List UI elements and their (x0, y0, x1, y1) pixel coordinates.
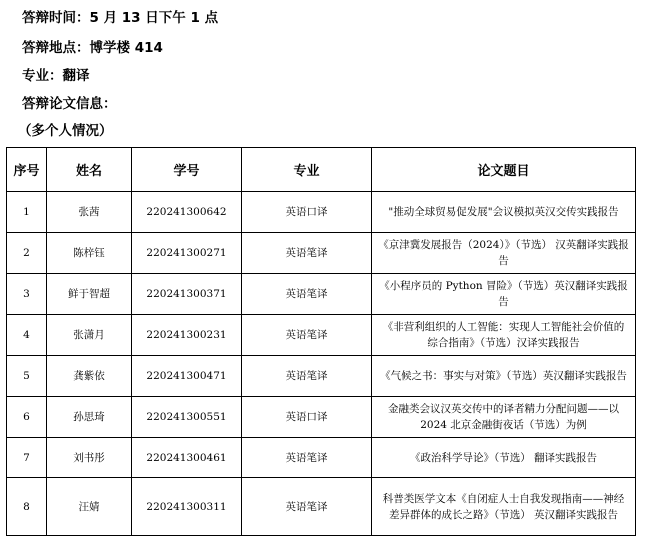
row-no: 8 (7, 478, 47, 536)
table-row (7, 274, 636, 315)
row-student-id: 220241300231 (132, 315, 242, 356)
major-line: 专业：翻译 (22, 68, 90, 84)
row-no: 4 (7, 315, 47, 356)
row-major: 英语口译 (242, 192, 372, 233)
header-no: 序号 (7, 148, 47, 192)
row-name: 陈梓钰 (47, 233, 132, 274)
row-major: 英语笔译 (242, 478, 372, 536)
row-name: 孙思琦 (47, 397, 132, 438)
header-student-id: 学号 (132, 148, 242, 192)
table-row (7, 356, 636, 397)
row-major: 英语笔译 (242, 356, 372, 397)
row-no: 3 (7, 274, 47, 315)
table-row (7, 192, 636, 233)
row-student-id: 220241300311 (132, 478, 242, 536)
header-name: 姓名 (47, 148, 132, 192)
row-no: 2 (7, 233, 47, 274)
table-row (7, 397, 636, 438)
row-student-id: 220241300371 (132, 274, 242, 315)
row-thesis-title: 《小程序员的 Python 冒险》（节选）英汉翻译实践报告 (372, 274, 636, 315)
thesis-info-heading: 答辩论文信息： (22, 96, 117, 112)
row-major: 英语口译 (242, 397, 372, 438)
row-no: 1 (7, 192, 47, 233)
row-thesis-title: 《政治科学导论》（节选） 翻译实践报告 (372, 438, 636, 478)
table-row (7, 438, 636, 478)
row-student-id: 220241300461 (132, 438, 242, 478)
row-no: 5 (7, 356, 47, 397)
row-student-id: 220241300271 (132, 233, 242, 274)
defense-time: 答辩时间：5 月 13 日下午 1 点 (22, 10, 219, 26)
row-major: 英语笔译 (242, 233, 372, 274)
row-name: 张潇月 (47, 315, 132, 356)
row-student-id: 220241300551 (132, 397, 242, 438)
thesis-table (6, 147, 636, 536)
row-thesis-title: 《京津冀发展报告（2024）》（节选） 汉英翻译实践报告 (372, 233, 636, 274)
row-name: 龚紫依 (47, 356, 132, 397)
row-thesis-title: 《非营利组织的人工智能：实现人工智能社会价值的综合指南》（节选）汉译实践报告 (372, 315, 636, 356)
header-major: 专业 (242, 148, 372, 192)
row-name: 鲜于智超 (47, 274, 132, 315)
table-row (7, 233, 636, 274)
row-major: 英语笔译 (242, 438, 372, 478)
row-thesis-title: "推动全球贸易促发展"会议模拟英汉交传实践报告 (372, 192, 636, 233)
row-thesis-title: 金融类会议汉英交传中的译者精力分配问题——以 2024 北京金融街夜话（节选）为例 (372, 397, 636, 438)
row-name: 刘书彤 (47, 438, 132, 478)
defense-place: 答辩地点：博学楼 414 (22, 40, 163, 56)
table-header-row (7, 148, 636, 192)
row-thesis-title: 《气候之书：事实与对策》（节选）英汉翻译实践报告 (372, 356, 636, 397)
row-thesis-title: 科普类医学文本《自闭症人士自我发现指南——神经差异群体的成长之路》（节选） 英汉翻译实践报告 (372, 478, 636, 536)
table-row (7, 478, 636, 536)
row-no: 7 (7, 438, 47, 478)
row-student-id: 220241300471 (132, 356, 242, 397)
row-name: 张茜 (47, 192, 132, 233)
row-name: 汪婧 (47, 478, 132, 536)
table-row (7, 315, 636, 356)
row-no: 6 (7, 397, 47, 438)
header-thesis-title: 论文题目 (372, 148, 636, 192)
row-major: 英语笔译 (242, 315, 372, 356)
multi-person-note: （多个人情况） (18, 123, 113, 139)
row-major: 英语笔译 (242, 274, 372, 315)
row-student-id: 220241300642 (132, 192, 242, 233)
